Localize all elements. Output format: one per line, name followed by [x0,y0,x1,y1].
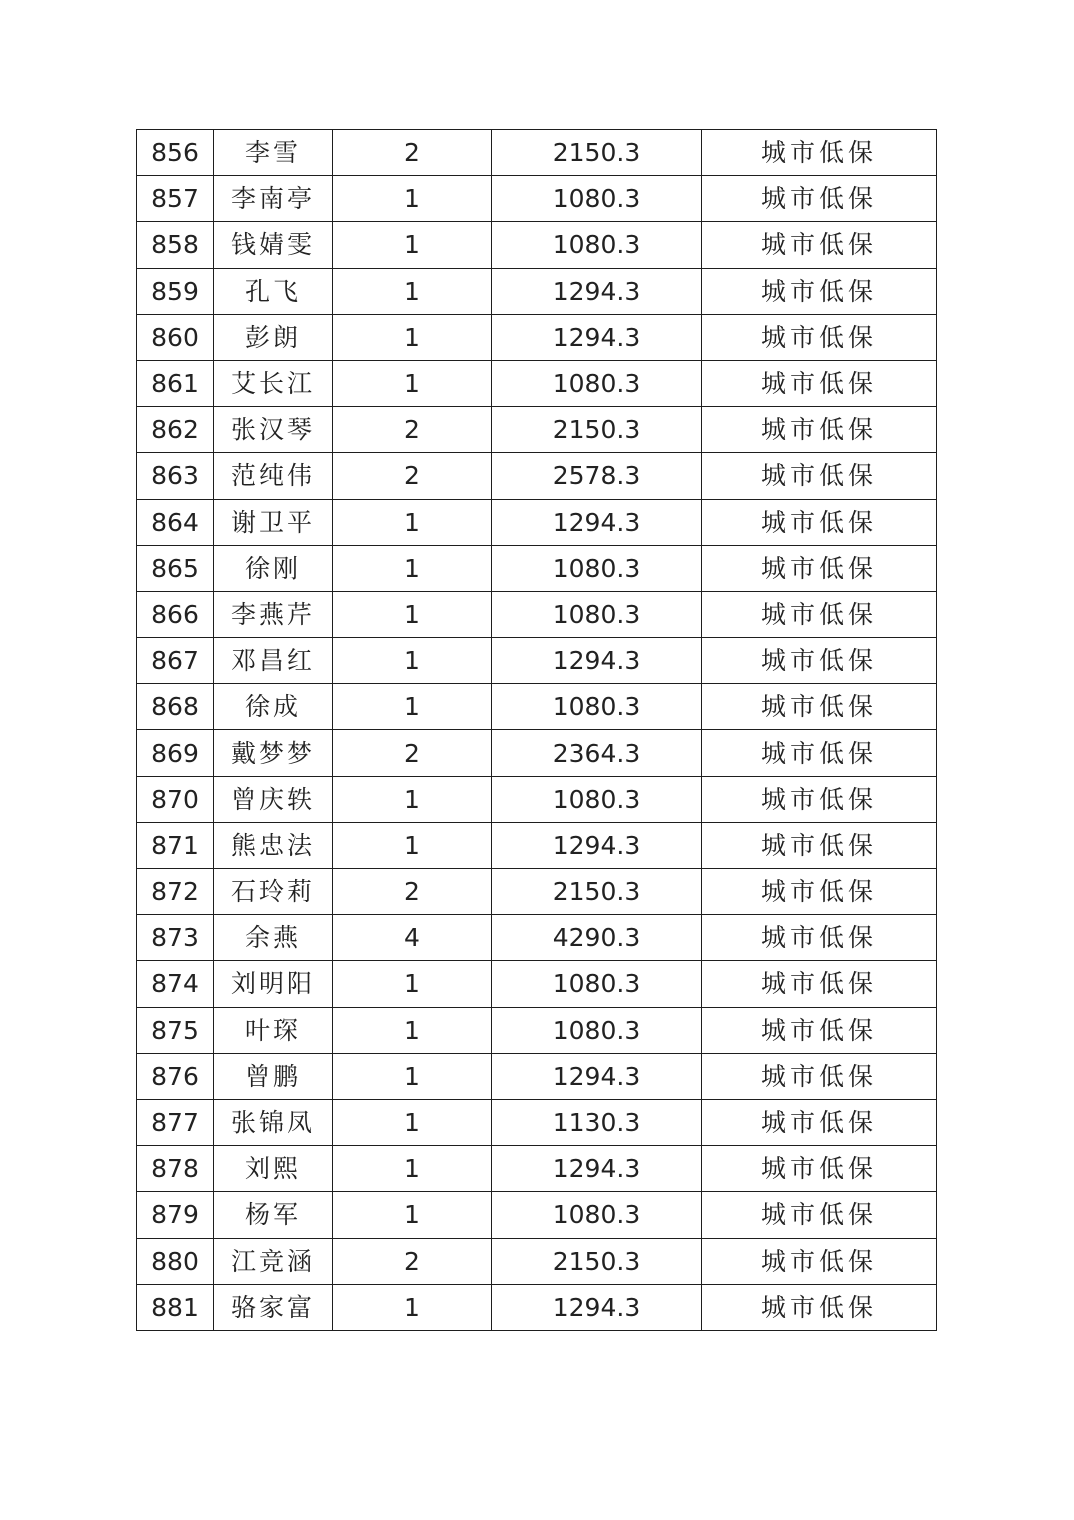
household-size-cell: 1 [333,1007,492,1053]
amount-cell: 1080.3 [492,360,702,406]
table-row [137,360,937,406]
assistance-type-cell: 城市低保 [702,1192,937,1238]
name-cell: 范纯伟 [214,453,333,499]
assistance-type-cell: 城市低保 [702,360,937,406]
table-row [137,268,937,314]
beneficiary-table [136,129,937,1331]
row-number-cell: 873 [137,915,214,961]
household-size-cell: 1 [333,360,492,406]
row-number-cell: 872 [137,869,214,915]
table-body [137,130,937,1331]
row-number-cell: 875 [137,1007,214,1053]
name-cell: 张汉琴 [214,407,333,453]
name-cell: 彭朗 [214,314,333,360]
amount-cell: 2364.3 [492,730,702,776]
amount-cell: 1080.3 [492,1007,702,1053]
name-cell: 艾长江 [214,360,333,406]
table-row [137,1053,937,1099]
table-row [137,591,937,637]
household-size-cell: 1 [333,1284,492,1330]
name-cell: 李燕芹 [214,591,333,637]
name-cell: 曾庆轶 [214,776,333,822]
name-cell: 谢卫平 [214,499,333,545]
assistance-type-cell: 城市低保 [702,1099,937,1145]
amount-cell: 1080.3 [492,176,702,222]
household-size-cell: 2 [333,869,492,915]
table-row [137,1146,937,1192]
amount-cell: 1080.3 [492,591,702,637]
assistance-type-cell: 城市低保 [702,822,937,868]
row-number-cell: 876 [137,1053,214,1099]
name-cell: 李雪 [214,130,333,176]
table-row [137,222,937,268]
assistance-type-cell: 城市低保 [702,130,937,176]
assistance-type-cell: 城市低保 [702,499,937,545]
assistance-type-cell: 城市低保 [702,591,937,637]
amount-cell: 1294.3 [492,499,702,545]
household-size-cell: 1 [333,638,492,684]
household-size-cell: 1 [333,545,492,591]
household-size-cell: 1 [333,176,492,222]
amount-cell: 1294.3 [492,1146,702,1192]
table-row [137,453,937,499]
assistance-type-cell: 城市低保 [702,314,937,360]
name-cell: 江竞涵 [214,1238,333,1284]
household-size-cell: 1 [333,499,492,545]
row-number-cell: 860 [137,314,214,360]
household-size-cell: 1 [333,314,492,360]
amount-cell: 1294.3 [492,314,702,360]
table-row [137,684,937,730]
amount-cell: 1294.3 [492,1284,702,1330]
household-size-cell: 1 [333,268,492,314]
amount-cell: 1080.3 [492,961,702,1007]
assistance-type-cell: 城市低保 [702,915,937,961]
name-cell: 余燕 [214,915,333,961]
assistance-type-cell: 城市低保 [702,1053,937,1099]
row-number-cell: 858 [137,222,214,268]
household-size-cell: 2 [333,130,492,176]
assistance-type-cell: 城市低保 [702,1007,937,1053]
table-row [137,314,937,360]
name-cell: 刘熙 [214,1146,333,1192]
row-number-cell: 864 [137,499,214,545]
table-row [137,915,937,961]
amount-cell: 1294.3 [492,1053,702,1099]
row-number-cell: 879 [137,1192,214,1238]
row-number-cell: 871 [137,822,214,868]
amount-cell: 1080.3 [492,776,702,822]
row-number-cell: 877 [137,1099,214,1145]
household-size-cell: 2 [333,407,492,453]
table-row [137,545,937,591]
household-size-cell: 1 [333,222,492,268]
assistance-type-cell: 城市低保 [702,1284,937,1330]
amount-cell: 1294.3 [492,638,702,684]
table-row [137,1284,937,1330]
household-size-cell: 2 [333,730,492,776]
table-row [137,407,937,453]
row-number-cell: 869 [137,730,214,776]
row-number-cell: 863 [137,453,214,499]
amount-cell: 2150.3 [492,130,702,176]
table-row [137,869,937,915]
household-size-cell: 1 [333,1192,492,1238]
household-size-cell: 1 [333,961,492,1007]
household-size-cell: 1 [333,776,492,822]
assistance-type-cell: 城市低保 [702,407,937,453]
assistance-type-cell: 城市低保 [702,1146,937,1192]
assistance-type-cell: 城市低保 [702,1238,937,1284]
amount-cell: 1080.3 [492,1192,702,1238]
name-cell: 熊忠法 [214,822,333,868]
amount-cell: 4290.3 [492,915,702,961]
table-row [137,176,937,222]
name-cell: 曾鹏 [214,1053,333,1099]
table-row [137,730,937,776]
assistance-type-cell: 城市低保 [702,869,937,915]
household-size-cell: 4 [333,915,492,961]
name-cell: 刘明阳 [214,961,333,1007]
table-row [137,638,937,684]
household-size-cell: 1 [333,1099,492,1145]
assistance-type-cell: 城市低保 [702,638,937,684]
name-cell: 石玲莉 [214,869,333,915]
household-size-cell: 1 [333,591,492,637]
name-cell: 徐成 [214,684,333,730]
assistance-type-cell: 城市低保 [702,268,937,314]
amount-cell: 1080.3 [492,545,702,591]
name-cell: 孔飞 [214,268,333,314]
row-number-cell: 880 [137,1238,214,1284]
table-row [137,499,937,545]
assistance-type-cell: 城市低保 [702,961,937,1007]
name-cell: 戴梦梦 [214,730,333,776]
amount-cell: 2578.3 [492,453,702,499]
assistance-type-cell: 城市低保 [702,730,937,776]
household-size-cell: 1 [333,822,492,868]
name-cell: 李南亭 [214,176,333,222]
name-cell: 钱婧雯 [214,222,333,268]
name-cell: 徐刚 [214,545,333,591]
row-number-cell: 867 [137,638,214,684]
household-size-cell: 2 [333,453,492,499]
table-row [137,776,937,822]
assistance-type-cell: 城市低保 [702,545,937,591]
assistance-type-cell: 城市低保 [702,776,937,822]
row-number-cell: 859 [137,268,214,314]
household-size-cell: 1 [333,1146,492,1192]
row-number-cell: 874 [137,961,214,1007]
assistance-type-cell: 城市低保 [702,453,937,499]
row-number-cell: 868 [137,684,214,730]
row-number-cell: 856 [137,130,214,176]
row-number-cell: 878 [137,1146,214,1192]
amount-cell: 2150.3 [492,1238,702,1284]
assistance-type-cell: 城市低保 [702,684,937,730]
amount-cell: 1080.3 [492,222,702,268]
household-size-cell: 1 [333,684,492,730]
row-number-cell: 862 [137,407,214,453]
row-number-cell: 857 [137,176,214,222]
table-row [137,130,937,176]
name-cell: 叶琛 [214,1007,333,1053]
table-row [137,961,937,1007]
household-size-cell: 1 [333,1053,492,1099]
row-number-cell: 881 [137,1284,214,1330]
table-row [137,822,937,868]
table-row [137,1099,937,1145]
assistance-type-cell: 城市低保 [702,222,937,268]
table-row [137,1238,937,1284]
row-number-cell: 870 [137,776,214,822]
table-row [137,1007,937,1053]
row-number-cell: 865 [137,545,214,591]
amount-cell: 2150.3 [492,869,702,915]
row-number-cell: 861 [137,360,214,406]
table-row [137,1192,937,1238]
amount-cell: 1080.3 [492,684,702,730]
household-size-cell: 2 [333,1238,492,1284]
amount-cell: 2150.3 [492,407,702,453]
assistance-type-cell: 城市低保 [702,176,937,222]
name-cell: 杨军 [214,1192,333,1238]
amount-cell: 1294.3 [492,268,702,314]
name-cell: 张锦凤 [214,1099,333,1145]
row-number-cell: 866 [137,591,214,637]
name-cell: 邓昌红 [214,638,333,684]
amount-cell: 1130.3 [492,1099,702,1145]
amount-cell: 1294.3 [492,822,702,868]
name-cell: 骆家富 [214,1284,333,1330]
